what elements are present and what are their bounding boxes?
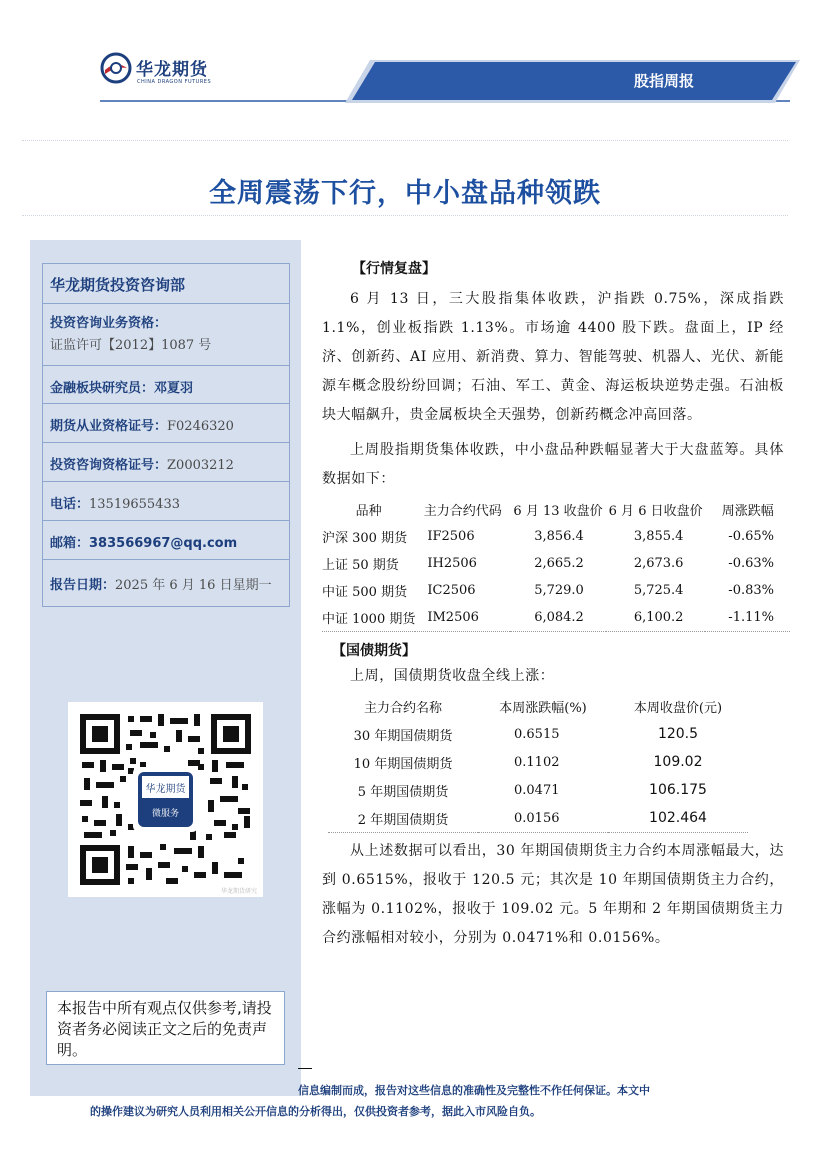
table-cell: 10 年期国债期货 xyxy=(353,756,453,772)
table-cell: 2,673.6 xyxy=(633,556,684,571)
footer-divider xyxy=(298,1068,312,1069)
logo-subtext: CHINA DRAGON FUTURES xyxy=(137,79,212,85)
company-logo-icon xyxy=(100,52,132,84)
page-title: 全周震荡下行，中小盘品种领跌 xyxy=(209,178,601,209)
table-cell: 中证 1000 期货 xyxy=(322,612,416,627)
email-value: 383566967@qq.com xyxy=(89,536,238,551)
email-label: 邮箱： xyxy=(50,536,90,551)
phone-label: 电话： xyxy=(50,497,90,512)
table-header-cell: 6 月 6 日收盘价 xyxy=(608,504,703,519)
main-content xyxy=(322,258,792,953)
table-cell: IF2506 xyxy=(427,529,475,544)
table-row xyxy=(328,804,748,833)
table-cell: 120.5 xyxy=(657,726,699,742)
table-cell: 上证 50 期货 xyxy=(322,558,399,573)
table-row xyxy=(322,577,790,604)
qualification-label: 投资咨询业务资格： xyxy=(50,316,168,331)
table-header-row xyxy=(322,496,790,523)
table-header-cell: 主力合约名称 xyxy=(363,700,442,716)
qr-code-icon xyxy=(78,712,253,887)
advisory-cert-value: Z0003212 xyxy=(167,458,234,473)
disclaimer-box: 本报告中所有观点仅供参考,请投资者务必阅读正文之后的免责声明。 xyxy=(46,991,285,1065)
table-cell: IM2506 xyxy=(427,610,479,625)
futures-cert-value: F0246320 xyxy=(167,419,234,434)
date-label: 报告日期： xyxy=(50,578,116,593)
page-header xyxy=(0,0,826,110)
table-row xyxy=(328,776,748,804)
table-cell: -0.63% xyxy=(728,556,774,571)
footer-text-line-2: 的操作建议为研究人员利用相关公开信息的分析得出，仅供投资者参考，据此入市风险自负。 xyxy=(90,1105,541,1118)
table-cell: 0.1102 xyxy=(514,754,560,770)
table-cell: -0.65% xyxy=(728,529,774,544)
table-cell: IC2506 xyxy=(427,583,476,598)
table-header-cell: 主力合约代码 xyxy=(423,504,502,519)
analyst-row xyxy=(43,366,289,404)
table-header-cell: 品种 xyxy=(355,504,382,519)
table-header-cell: 6 月 13 收盘价 xyxy=(513,504,603,519)
qualification-value: 证监许可【2012】1087 号 xyxy=(50,338,212,353)
footer-text-line-1: 信息编制而成，报告对这些信息的准确性及完整性不作任何保证。本文中 xyxy=(298,1084,650,1097)
table-cell: 109.02 xyxy=(653,754,703,770)
qr-badge-top: 华龙期货 xyxy=(145,784,186,795)
table-cell: 6,084.2 xyxy=(534,610,584,625)
phone-row xyxy=(43,482,289,521)
title-box xyxy=(22,140,788,216)
phone-value: 13519655433 xyxy=(89,497,180,512)
table-row xyxy=(322,604,790,632)
qr-code xyxy=(68,702,263,897)
analyst-label: 金融板块研究员： xyxy=(50,381,155,396)
futures-cert-label: 期货从业资格证号： xyxy=(50,419,168,434)
table-cell: 3,855.4 xyxy=(633,529,684,544)
analyst-name: 邓夏羽 xyxy=(154,381,194,396)
table-header-cell: 本周涨跌幅(%) xyxy=(499,700,587,716)
bond-paragraph-1: 上周，国债期货收盘全线上涨： xyxy=(350,668,555,684)
table-cell: IH2506 xyxy=(427,556,477,571)
market-paragraph-1: 6 月 13 日，三大股指集体收跌，沪指跌 0.75%，深成指跌 1.1%，创业板指跌 1.13%。市场逾 4400 股下跌。盘面上，IP 经济、创新药、AI 应用、新消费、算力、智能驾驶、机器人、光伏、新能源车概念股纷纷回调；石油、军工、黄金、海运板块逆势走强。石油板块大幅飙升，贵金属板块全天强势，创新药概念冲高回落。 xyxy=(322,291,784,423)
bond-paragraph-2: 从上述数据可以看出，30 年期国债期货主力合约本周涨幅最大，达到 0.6515%，报收于 120.5 元；其次是 10 年期国债期货主力合约，涨幅为 0.1102%，报收于 109.02 元。5 年期和 2 年期国债期货主力合约涨幅相对较小，分别为 0.0471%和 0.0156%。 xyxy=(322,843,784,946)
table-cell: 0.6515 xyxy=(514,726,560,742)
qualification-row xyxy=(43,304,289,366)
table-cell: 102.464 xyxy=(649,810,707,826)
table-header-row xyxy=(328,692,748,720)
table-cell: 2 年期国债期货 xyxy=(357,812,449,828)
qr-watermark: 华龙期货研究 xyxy=(220,888,257,895)
table-cell: 30 年期国债期货 xyxy=(353,728,453,744)
table-cell: 106.175 xyxy=(649,782,707,798)
email-row xyxy=(43,521,289,560)
futures-cert-row xyxy=(43,404,289,443)
table-cell: 6,100.2 xyxy=(633,610,684,625)
index-futures-table xyxy=(322,496,790,632)
bond-futures-table xyxy=(328,692,748,833)
logo-text: 华龙期货 xyxy=(136,60,208,80)
table-cell: 5,725.4 xyxy=(633,583,684,598)
table-cell: 中证 500 期货 xyxy=(322,585,408,600)
dept-name: 华龙期货投资咨询部 xyxy=(50,276,186,294)
table-row xyxy=(328,748,748,776)
advisory-cert-label: 投资咨询资格证号： xyxy=(50,458,168,473)
table-cell: 0.0471 xyxy=(514,782,560,798)
advisory-cert-row xyxy=(43,443,289,482)
market-heading: 【行情复盘】 xyxy=(352,261,436,277)
table-cell: -1.11% xyxy=(728,610,774,625)
report-type-label: 股指周报 xyxy=(634,72,695,90)
table-header-cell: 周涨跌幅 xyxy=(721,504,774,519)
table-row xyxy=(328,720,748,748)
table-row xyxy=(322,550,790,577)
table-cell: 0.0156 xyxy=(514,810,560,826)
table-row xyxy=(322,523,790,550)
analyst-info-box xyxy=(42,263,290,607)
table-cell: 2,665.2 xyxy=(534,556,584,571)
table-cell: 沪深 300 期货 xyxy=(322,531,408,546)
sidebar xyxy=(30,240,301,1096)
table-cell: 5 年期国债期货 xyxy=(357,784,449,800)
dept-row xyxy=(43,264,289,304)
table-cell: 3,856.4 xyxy=(534,529,584,544)
date-row xyxy=(43,560,289,606)
date-value: 2025 年 6 月 16 日星期一 xyxy=(115,578,272,593)
table-cell: -0.83% xyxy=(728,583,774,598)
market-paragraph-2: 上周股指期货集体收跌，中小盘品种跌幅显著大于大盘蓝筹。具体数据如下： xyxy=(322,442,784,487)
table-cell: 5,729.0 xyxy=(534,583,584,598)
table-header-cell: 本周收盘价(元) xyxy=(633,700,723,716)
bond-heading: 【国债期货】 xyxy=(332,643,416,659)
qr-badge-bottom: 微服务 xyxy=(151,809,180,819)
